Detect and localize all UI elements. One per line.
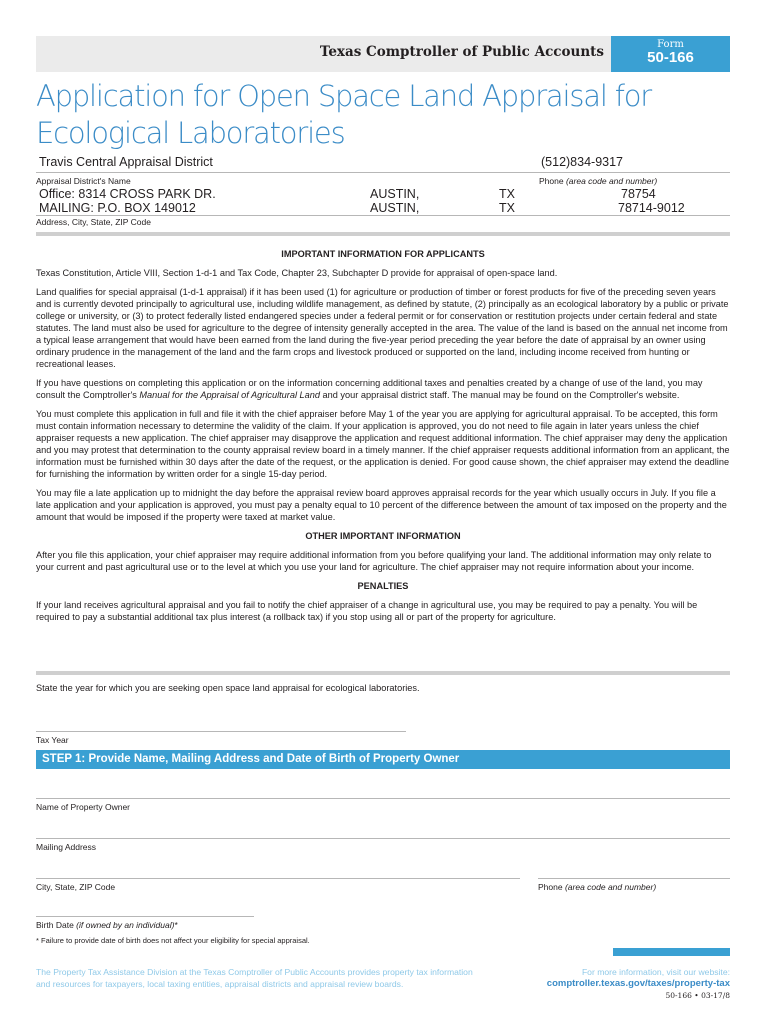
- other-info-heading: OTHER IMPORTANT INFORMATION: [305, 531, 461, 541]
- office-state[interactable]: TX: [499, 187, 515, 201]
- mailing-state[interactable]: TX: [499, 201, 515, 215]
- district-phone[interactable]: (512)834-9317: [541, 155, 624, 169]
- office-address[interactable]: Office: 8314 CROSS PARK DR.: [39, 187, 216, 201]
- info-paragraph-4: You must complete this application in full and file it with the chief appraiser before May 1 of the year you are applying for agricultural appraisal. To be accepted, this form must contain information necessary to determine the validity of the claim. If your application is approved, you do not need to file again in later years unless the chief appraiser requests a new application. The chief appraiser may disapprove the application and request additional information. The chief appraiser may deny the application and you may protest that determination to the county appraisal review board in a timely manner. If the chief appraiser requests additional information from an applicant, the information must be furnished within 30 days after the date of the request, or the application is denied. For good cause shown, the chief appraiser may extend the deadline for furnishing the information by written order for a single 15-day period.: [36, 409, 730, 479]
- owner-name-line: [36, 798, 730, 799]
- owner-phone-caption: Phone (area code and number): [538, 882, 657, 892]
- info-paragraph-3: If you have questions on completing this application or on the information concerning additional taxes and penalties created by a change of use of the land, you may consult the Comptroller's Manual for the Appraisal of Agricultural Land and your appraisal district staff. The manual may be found on the Comptroller's website.: [36, 378, 703, 400]
- office-zip[interactable]: 78754: [621, 187, 656, 201]
- office-city[interactable]: AUSTIN,: [370, 187, 420, 201]
- mailing-address-line: [36, 838, 730, 839]
- birth-date-line: [36, 916, 254, 917]
- section-divider-bottom: [36, 671, 730, 675]
- agency-name: Texas Comptroller of Public Accounts: [319, 44, 604, 60]
- city-state-zip-caption: City, State, ZIP Code: [36, 882, 116, 892]
- city-state-zip-line: [36, 878, 520, 879]
- penalties-heading: PENALTIES: [357, 581, 409, 591]
- footer-accent-bar: [613, 948, 730, 956]
- info-paragraph-2: Land qualifies for special appraisal (1-d-1 appraisal) if it has been used (1) for agriculture or production of timber or forest products for five of the preceding seven years and is currently devoted principally to agricultural use, including wildlife management, as defined by statute, (2) principally as an ecological laboratory by a public or private college or university, or (3) to protect federally listed endangered species under a federal permit or for conservation or restitution projects under certain federal and state statutes. The land must also be used for agriculture to the degree of intensity generally accepted in the area. The value of the land is based on the annual net income from a typical lease arrangement that would have been earned from the land during the five-year period preceding the year before the date of appraisal by an owner using ordinary prudence in the management of the land and the farm crops and livestock produced or supported on the land, including income received from hunting or recreational leases.: [36, 287, 729, 369]
- address-line: [36, 215, 730, 216]
- info-paragraph-7: If your land receives agricultural appraisal and you fail to notify the chief appraiser of a change in agricultural use, you may be required to pay a penalty. You will be required to pay a substantial additional tax plus interest (a rollback tax) if you stop using all or part of the property for agriculture.: [36, 600, 698, 622]
- district-phone-caption: Phone (area code and number): [539, 176, 658, 186]
- district-name-caption: Appraisal District's Name: [36, 176, 131, 186]
- step1-title: STEP 1: Provide Name, Mailing Address and Date of Birth of Property Owner: [42, 753, 460, 765]
- footer-website-link[interactable]: comptroller.texas.gov/taxes/property-tax: [546, 978, 730, 989]
- district-line: [36, 172, 730, 173]
- page-title: Application for Open Space Land Appraisal for Ecological Laboratories: [36, 79, 651, 150]
- owner-name-input[interactable]: [39, 782, 719, 796]
- info-paragraph-1: Texas Constitution, Article VIII, Section 1-d-1 and Tax Code, Chapter 23, Subchapter D provide for appraisal of open-space land.: [36, 268, 558, 278]
- footer-more-info: For more information, visit our website:: [581, 967, 730, 977]
- info-section: [36, 248, 730, 630]
- form-number-box: [611, 36, 730, 72]
- info-paragraph-5: You may file a late application up to midnight the day before the appraisal review board approves appraisal records for the year which usually occurs in July. If you file a late application and your application is approved, you must pay a penalty equal to 10 percent of the difference between the amount of tax imposed on the property and the amount that would be imposed if the property were taxed at market value.: [36, 488, 727, 522]
- birth-date-caption: Birth Date (if owned by an individual)*: [36, 920, 178, 930]
- birth-date-input[interactable]: [39, 900, 249, 914]
- tax-year-line: [36, 731, 406, 732]
- info-paragraph-6: After you file this application, your chief appraiser may require additional information from you before qualifying your land. The additional information may only relate to your current and past agricultural use or to the level at which you use your land for agriculture. The chief appraiser may not require information about your income.: [36, 550, 712, 572]
- owner-name-caption: Name of Property Owner: [36, 802, 131, 812]
- owner-phone-input[interactable]: [541, 862, 726, 876]
- footer-form-code: 50-166 • 03-17/8: [665, 991, 730, 1000]
- tax-year-instruction: State the year for which you are seeking open space land appraisal for ecological laboratories.: [36, 683, 420, 693]
- tax-year-input[interactable]: [39, 716, 399, 730]
- section-divider-top: [36, 232, 730, 236]
- mailing-zip[interactable]: 78714-9012: [618, 201, 685, 215]
- form-label: Form: [657, 39, 684, 50]
- birth-date-footnote: * Failure to provide date of birth does not affect your eligibility for special appraisal.: [36, 936, 310, 945]
- mailing-city[interactable]: AUSTIN,: [370, 201, 420, 215]
- address-caption: Address, City, State, ZIP Code: [36, 217, 151, 227]
- mailing-address-input[interactable]: [39, 822, 719, 836]
- district-name[interactable]: Travis Central Appraisal District: [39, 155, 213, 169]
- form-number: 50-166: [647, 49, 694, 66]
- footer-info: [547, 966, 730, 1002]
- city-state-zip-input[interactable]: [39, 862, 509, 876]
- owner-phone-line: [538, 878, 730, 879]
- footer-description: The Property Tax Assistance Division at the Texas Comptroller of Public Accounts provides property tax information and resources for taxpayers, local taxing entities, appraisal districts and appraisal review boards.: [36, 967, 473, 989]
- mailing-address[interactable]: MAILING: P.O. BOX 149012: [39, 201, 196, 215]
- step1-header: [36, 750, 730, 769]
- mailing-address-caption: Mailing Address: [36, 842, 97, 852]
- tax-year-caption: Tax Year: [36, 735, 69, 745]
- info-heading: IMPORTANT INFORMATION FOR APPLICANTS: [281, 249, 485, 259]
